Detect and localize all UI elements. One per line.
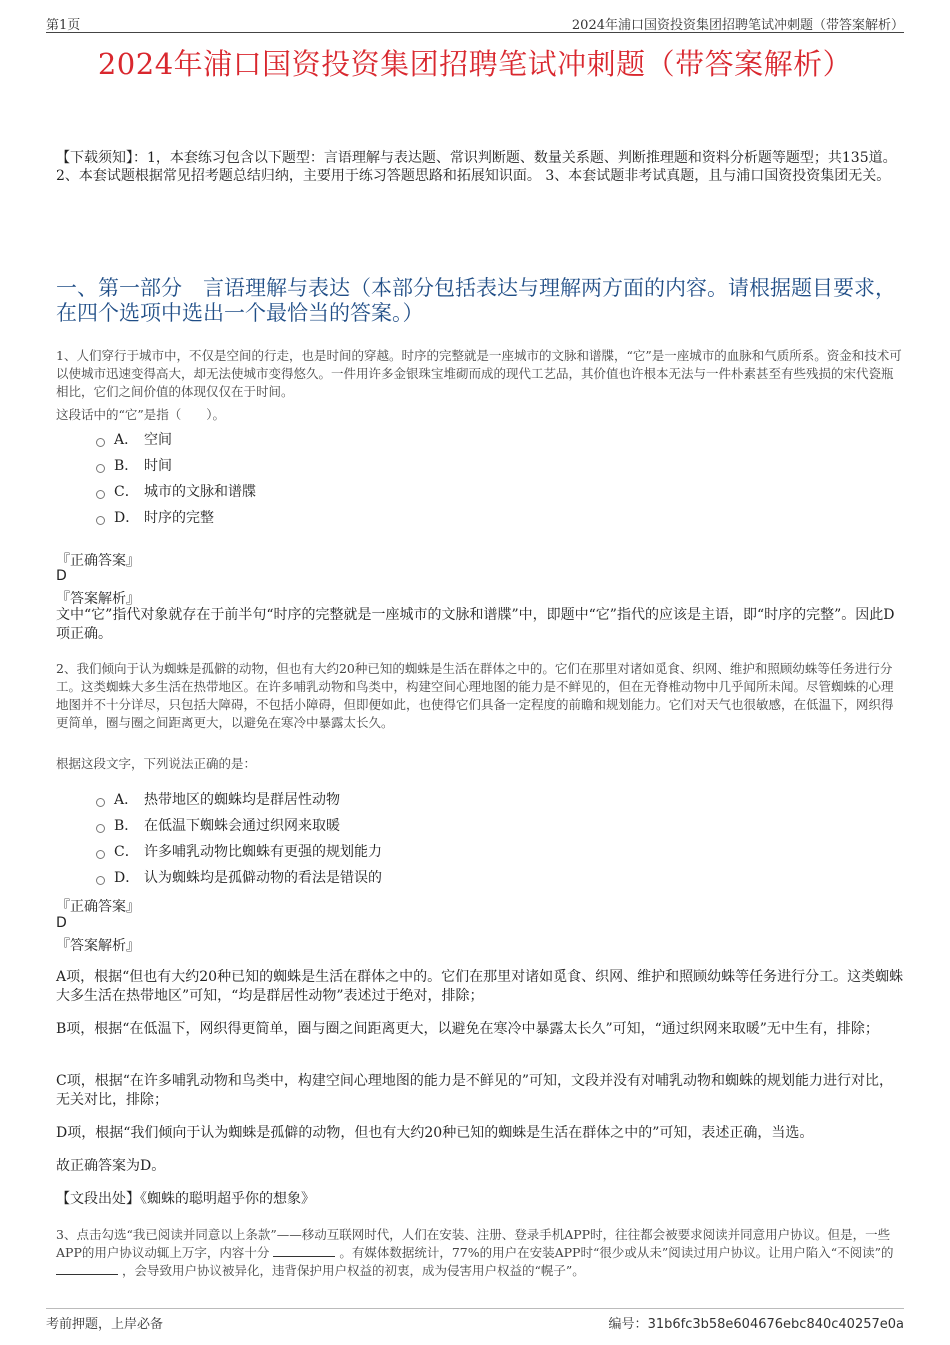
section-heading: 一、第一部分 言语理解与表达（本部分包括表达与理解两方面的内容。请根据题目要求，在四个选项中选出一个最恰当的答案。） xyxy=(56,276,896,325)
option-letter: A． xyxy=(114,792,139,808)
q1-option-d[interactable] xyxy=(96,506,214,528)
question-2-stem: 2、我们倾向于认为蜘蛛是孤僻的动物，但也有大约20种已知的蜘蛛是生活在群体之中的。它们在那里对诸如觅食、织网、维护和照顾幼蛛等任务进行分工。这类蜘蛛大多生活在热带地区。在许多哺乳动物和鸟类中，构建空间心理地图的能力是不鲜见的，但在无脊椎动物中几乎闻所未闻。尽管蜘蛛的心理地图并不十分详尽，只包括大障碍，不包括小障碍，但即便如此，也使得它们具备一定程度的前瞻和规划能力。它们对天气也很敏感，在低温下，网织得更简单，圈与圈之间距离更大，以避免在寒冷中暴露太长久。 xyxy=(56,661,894,730)
option-text: 在低温下蜘蛛会通过织网来取暖 xyxy=(144,818,340,834)
footer-slogan: 考前押题，上岸必备 xyxy=(46,1317,164,1332)
q2-option-d[interactable] xyxy=(96,866,382,888)
option-letter: D． xyxy=(114,510,140,526)
footer-code-label: 编号： xyxy=(608,1317,648,1332)
radio-icon[interactable] xyxy=(96,798,105,807)
q2-analysis-a: A项，根据“但也有大约20种已知的蜘蛛是生活在群体之中的。它们在那里对诸如觅食、织网、维护和照顾幼蛛等任务进行分工。这类蜘蛛大多生活在热带地区”可知，“均是群居性动物”表述过于绝对，排除； xyxy=(56,969,904,1004)
option-letter: D． xyxy=(114,870,140,886)
q2-analysis-d: D项，根据“我们倾向于认为蜘蛛是孤僻的动物，但也有大约20种已知的蜘蛛是生活在群体之中的”可知，表述正确，当选。 xyxy=(56,1125,814,1141)
radio-icon[interactable] xyxy=(96,516,105,525)
q3-stem-part3: ，会导致用户协议被异化，违背保护用户权益的初衷，成为侵害用户权益的“幌子”。 xyxy=(121,1263,585,1278)
radio-icon[interactable] xyxy=(96,824,105,833)
option-text: 许多哺乳动物比蜘蛛有更强的规划能力 xyxy=(144,844,382,860)
radio-icon[interactable] xyxy=(96,850,105,859)
question-1-stem: 1、人们穿行于城市中，不仅是空间的行走，也是时间的穿越。时序的完整就是一座城市的文脉和谱牒，“它”是一座城市的血脉和气质所系。资金和技术可以使城市迅速变得高大，却无法使城市变得悠久。一件用许多金银珠宝堆砌而成的现代工艺品，其价值也许根本无法与一件朴素甚至有些残损的宋代瓷瓶相比，它们之间价值的体现仅仅在于时间。 xyxy=(56,348,902,399)
q3-stem-part2: 。有媒体数据统计，77%的用户在安装APP时“很少或从未”阅读过用户协议。让用户陷入“不阅读”的 xyxy=(339,1245,894,1260)
fill-blank-1[interactable] xyxy=(273,1244,335,1257)
option-text: 认为蜘蛛均是孤僻动物的看法是错误的 xyxy=(144,870,382,886)
question-1-prompt: 这段话中的“它”是指（ ）。 xyxy=(56,407,226,422)
q1-option-a[interactable] xyxy=(96,428,172,450)
question-2-prompt: 根据这段文字，下列说法正确的是： xyxy=(56,756,257,771)
q1-analysis: 文中“它”指代对象就存在于前半句“时序的完整就是一座城市的文脉和谱牒”中，即题中“它”指代的应该是主语，即“时序的完整”。因此D项正确。 xyxy=(56,607,895,642)
header-divider xyxy=(46,32,904,33)
option-letter: C． xyxy=(114,484,139,500)
running-title: 2024年浦口国资投资集团招聘笔试冲刺题（带答案解析） xyxy=(571,18,904,33)
q2-option-a[interactable] xyxy=(96,788,340,810)
footer-divider xyxy=(46,1308,904,1309)
radio-icon[interactable] xyxy=(96,876,105,885)
footer-code xyxy=(609,1313,904,1332)
option-letter: A． xyxy=(114,432,139,448)
q1-option-b[interactable] xyxy=(96,454,172,476)
option-text: 热带地区的蜘蛛均是群居性动物 xyxy=(144,792,340,808)
q2-source: 【文段出处】《蜘蛛的聪明超乎你的想象》 xyxy=(56,1191,315,1207)
q2-analysis-c: C项，根据“在许多哺乳动物和鸟类中，构建空间心理地图的能力是不鲜见的”可知，文段并没有对哺乳动物和蜘蛛的规划能力进行对比，无关对比，排除； xyxy=(56,1073,894,1108)
q1-answer: D xyxy=(56,568,67,584)
option-letter: B． xyxy=(114,818,139,834)
q2-conclusion: 故正确答案为D。 xyxy=(56,1158,166,1174)
q2-analysis-label: 『答案解析』 xyxy=(56,938,140,954)
q2-option-c[interactable] xyxy=(96,840,382,862)
q2-answer-label: 『正确答案』 xyxy=(56,899,140,915)
q3-stem-part1: 3、点击勾选“我已阅读并同意以上条款”——移动互联网时代，人们在安装、注册、登录手机APP时，往往都会被要求阅读并同意用户协议。但是，一些APP的用户协议动辄上万字，内容十分 xyxy=(56,1227,891,1260)
option-letter: B． xyxy=(114,458,139,474)
download-notice: 【下载须知】：1，本套练习包含以下题型：言语理解与表达题、常识判断题、数量关系题、判断推理题和资料分析题等题型；共135道。 2、本套试题根据常见招考题总结归纳，主要用于练习答题思路和拓展知识面。 3、本套试题非考试真题，且与浦口国资投资集团无关。 xyxy=(56,150,897,184)
radio-icon[interactable] xyxy=(96,464,105,473)
option-text: 城市的文脉和谱牒 xyxy=(144,484,256,500)
page-number: 第1页 xyxy=(46,18,81,33)
option-text: 空间 xyxy=(144,432,172,448)
q2-answer: D xyxy=(56,915,67,931)
radio-icon[interactable] xyxy=(96,490,105,499)
fill-blank-2[interactable] xyxy=(56,1262,118,1275)
question-3-stem xyxy=(56,1226,904,1280)
option-letter: C． xyxy=(114,844,139,860)
document-title: 2024年浦口国资投资集团招聘笔试冲刺题（带答案解析） xyxy=(97,47,853,81)
q2-option-b[interactable] xyxy=(96,814,340,836)
option-text: 时序的完整 xyxy=(144,510,214,526)
q2-analysis-b: B项，根据“在低温下，网织得更简单，圈与圈之间距离更大，以避免在寒冷中暴露太长久”可知，“通过织网来取暖”无中生有，排除； xyxy=(56,1021,879,1037)
option-text: 时间 xyxy=(144,458,172,474)
footer-code-value: 31b6fc3b58e604676ebc840c40257e0a xyxy=(647,1317,904,1332)
q1-analysis-label: 『答案解析』 xyxy=(56,591,140,607)
q1-option-c[interactable] xyxy=(96,480,256,502)
radio-icon[interactable] xyxy=(96,438,105,447)
q1-answer-label: 『正确答案』 xyxy=(56,553,140,569)
